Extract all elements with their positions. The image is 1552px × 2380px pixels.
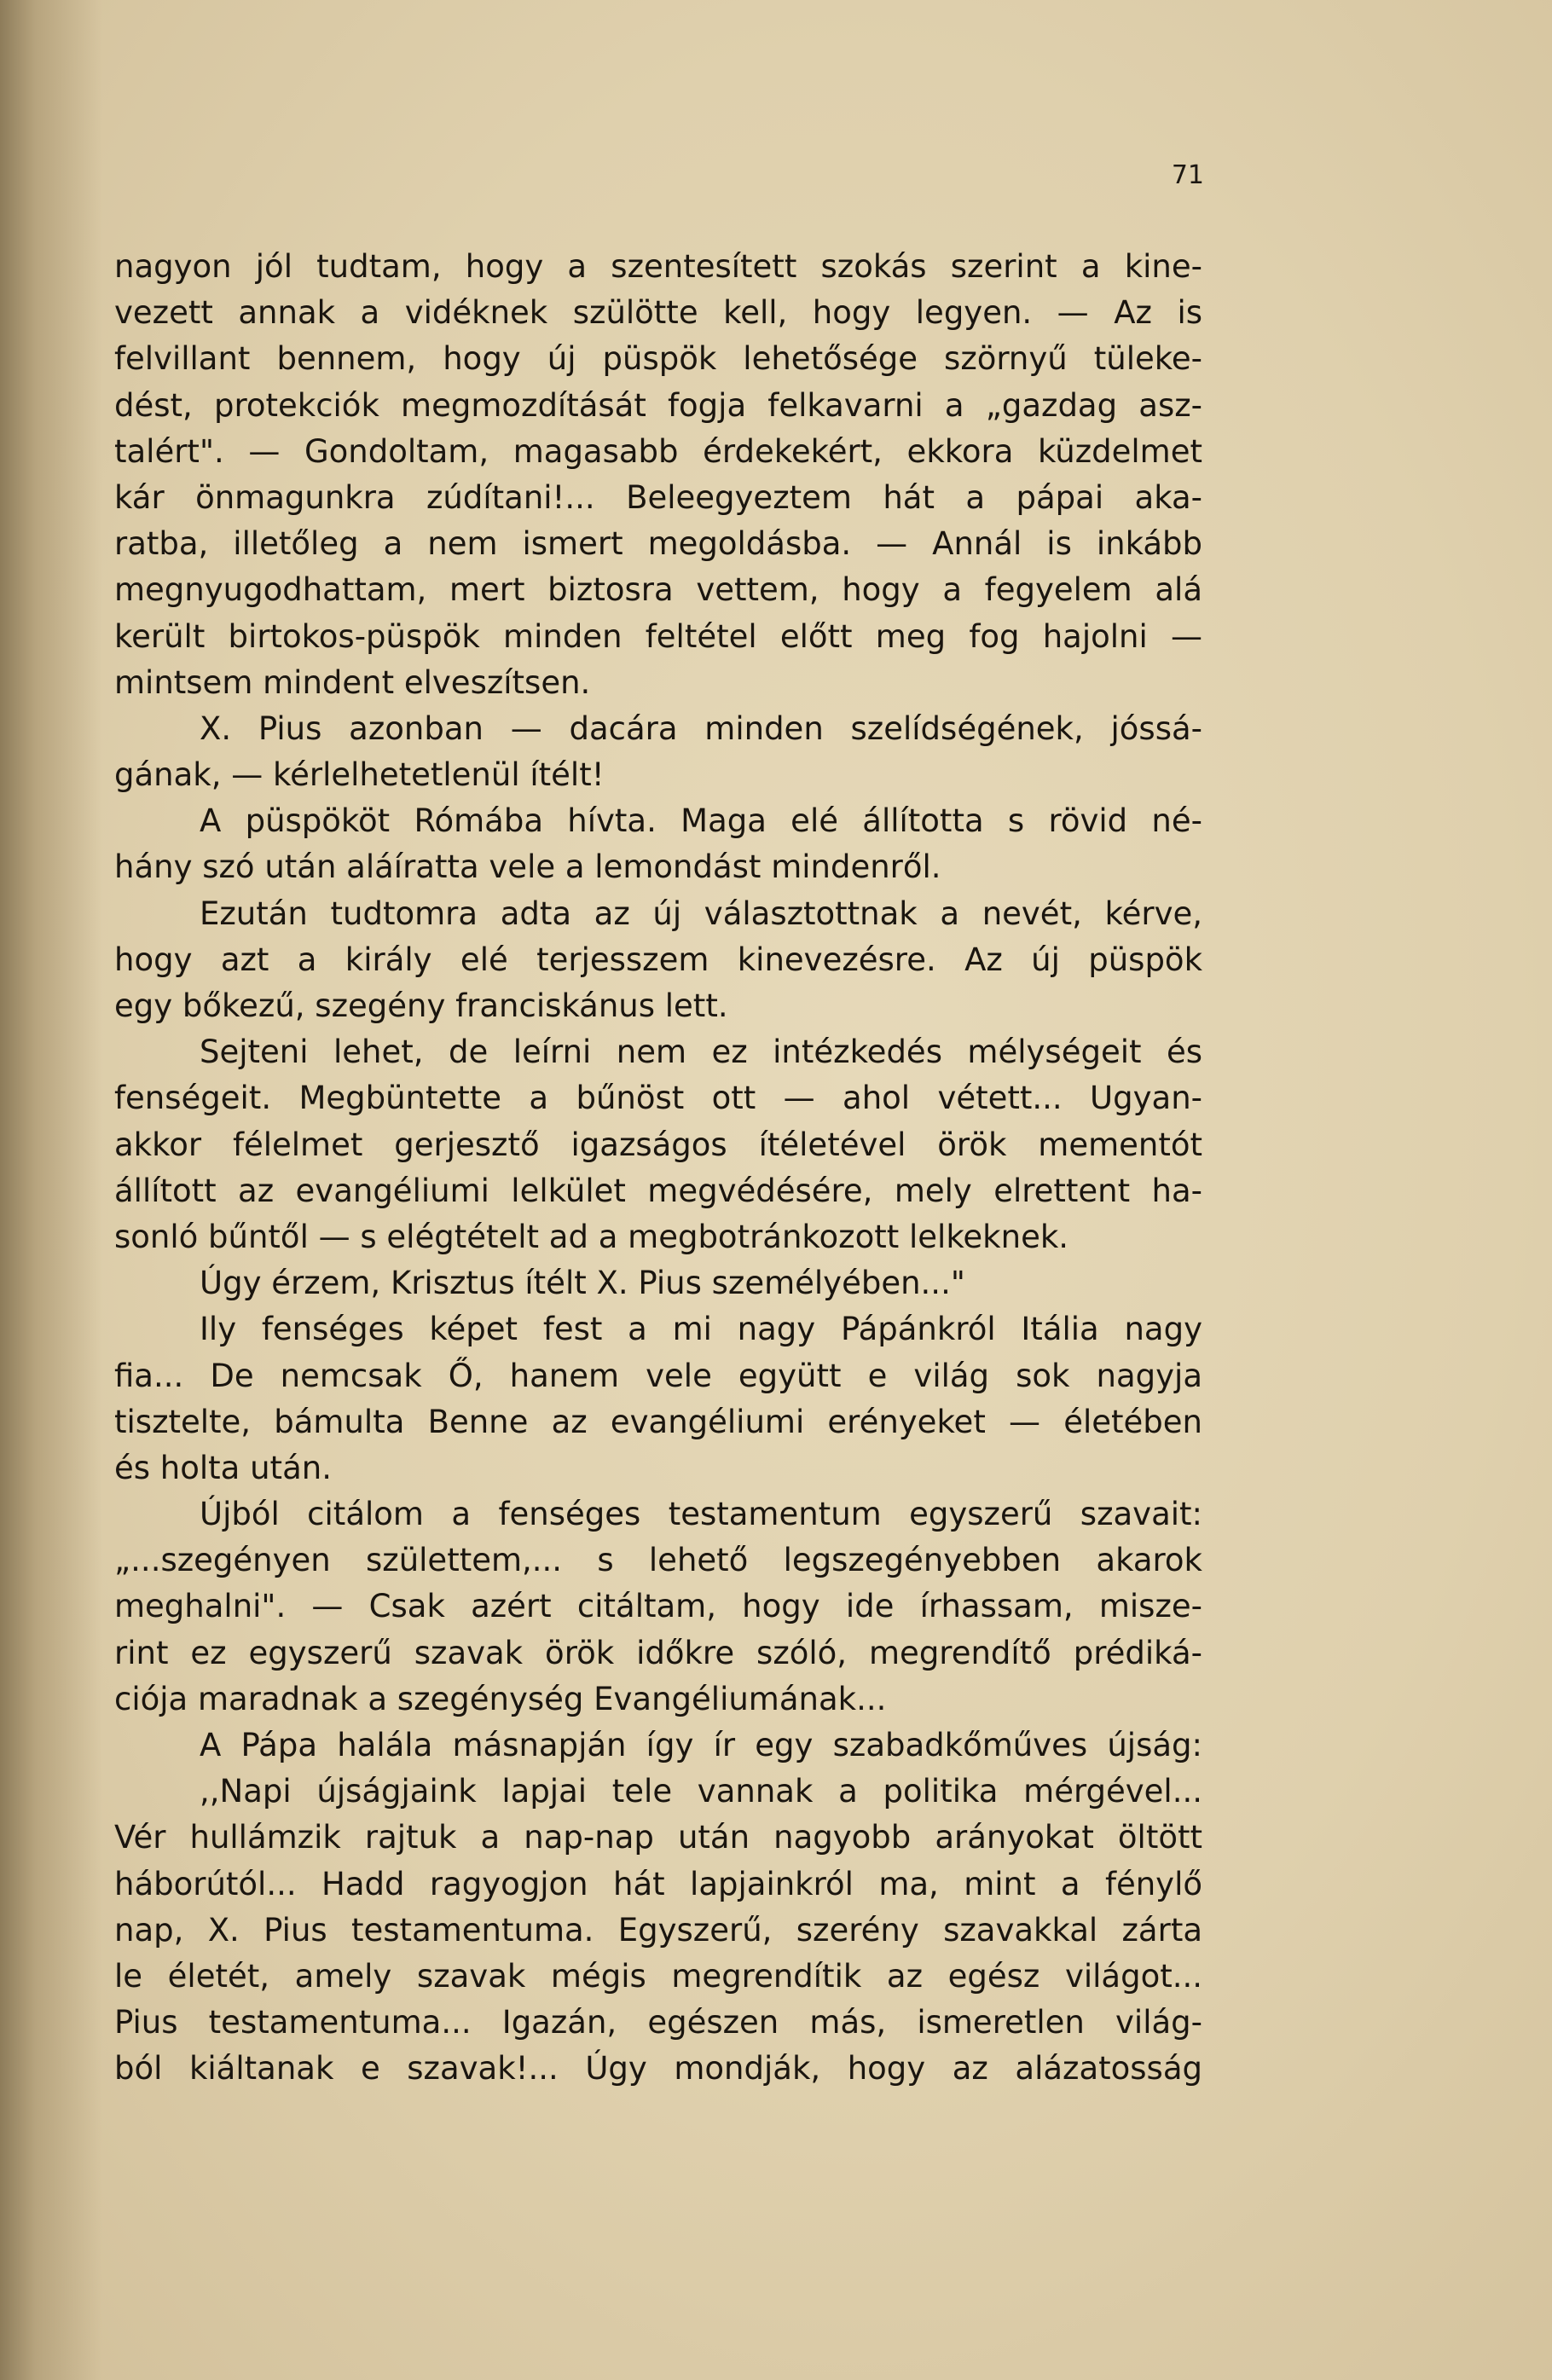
text-line: vezett annak a vidéknek szülötte kell, hogy legyen. — Az is (114, 294, 1202, 332)
text-line: gának, — kérlelhetetlenül ítélt! (114, 756, 605, 794)
text-line: Ezután tudtomra adta az új választottnak a nevét, kérve, (200, 895, 1202, 932)
text-line: Ily fenséges képet fest a mi nagy Pápánkról Itália nagy (200, 1311, 1202, 1348)
text-line: A Pápa halála másnapján így ír egy szabadkőműves újság: (200, 1727, 1202, 1763)
text-line: akkor félelmet gerjesztő igazságos ítéletével örök mementót (114, 1126, 1202, 1163)
text-line: talért". — Gondoltam, magasabb érdekekért, ekkora küzdelmet (114, 432, 1202, 470)
text-line: „...szegényen születtem,... s lehető legszegényebben akarok (114, 1542, 1202, 1579)
text-line: Pius testamentuma... Igazán, egészen más, ismeretlen világ- (114, 2004, 1202, 2041)
text-line: felvillant bennem, hogy új püspök lehetősége szörnyű tüleke- (114, 340, 1202, 378)
text-line: nap, X. Pius testamentuma. Egyszerű, szerény szavakkal zárta (114, 1911, 1202, 1949)
text-line: megnyugodhattam, mert biztosra vettem, hogy a fegyelem alá (114, 571, 1202, 609)
text-line: hány szó után aláíratta vele a lemondást mindenről. (114, 848, 941, 886)
text-line: Vér hullámzik rajtuk a nap-nap után nagyobb arányokat öltött (114, 1819, 1202, 1856)
page-number: 71 (1171, 160, 1204, 190)
text-line: le életét, amely szavak mégis megrendítik az egész világot... (114, 1957, 1202, 1995)
text-line: ból kiáltanak e szavak!... Úgy mondják, hogy az alázatosság (114, 2050, 1202, 2088)
text-line: X. Pius azonban — dacára minden szelídségének, jóssá- (200, 709, 1202, 747)
text-line: dést, protekciók megmozdítását fogja felkavarni a „gazdag asz- (114, 386, 1202, 424)
text-line: tisztelte, bámulta Benne az evangéliumi erényeket — életében (114, 1403, 1202, 1440)
text-line: mintsem mindent elveszítsen. (114, 663, 591, 701)
text-line: fia... De nemcsak Ő, hanem vele együtt e világ sok nagyja (114, 1357, 1202, 1394)
text-line: Újból citálom a fenséges testamentum egyszerű szavait: (200, 1496, 1202, 1533)
text-line: Úgy érzem, Krisztus ítélt X. Pius személyében..." (200, 1265, 965, 1302)
text-line: meghalni". — Csak azért citáltam, hogy ide írhassam, misze- (114, 1588, 1202, 1625)
text-line: ,,Napi újságjaink lapjai tele vannak a politika mérgével... (200, 1773, 1202, 1810)
text-line: Sejteni lehet, de leírni nem ez intézkedés mélységeit és (200, 1034, 1202, 1071)
text-line: került birtokos-püspök minden feltétel előtt meg fog hajolni — (114, 617, 1202, 655)
text-line: kár önmagunkra zúdítani!... Beleegyeztem hát a pápai aka- (114, 478, 1202, 516)
text-line: fenségeit. Megbüntette a bűnöst ott — ahol vétett... Ugyan- (114, 1080, 1202, 1117)
text-line: A püspököt Rómába hívta. Maga elé állította s rövid né- (200, 802, 1202, 840)
text-line: háborútól... Hadd ragyogjon hát lapjainkról ma, mint a fénylő (114, 1865, 1202, 1902)
text-line: és holta után. (114, 1449, 332, 1486)
text-line: rint ez egyszerű szavak örök időkre szóló, megrendítő prédiká- (114, 1634, 1202, 1671)
text-line: sonló bűntől — s elégtételt ad a megbotránkozott lelkeknek. (114, 1218, 1069, 1255)
text-line: állított az evangéliumi lelkület megvédésére, mely elrettent ha- (114, 1172, 1202, 1209)
text-line: nagyon jól tudtam, hogy a szentesített szokás szerint a kine- (114, 248, 1202, 285)
text-line: egy bőkezű, szegény franciskánus lett. (114, 987, 728, 1024)
text-line: ciója maradnak a szegénység Evangéliumának... (114, 1680, 887, 1717)
body-text (114, 244, 1202, 2093)
binding-shadow (0, 0, 102, 2380)
text-line: ratba, illetőleg a nem ismert megoldásba. — Annál is inkább (114, 525, 1202, 563)
text-line: hogy azt a király elé terjesszem kinevezésre. Az új püspök (114, 941, 1202, 978)
